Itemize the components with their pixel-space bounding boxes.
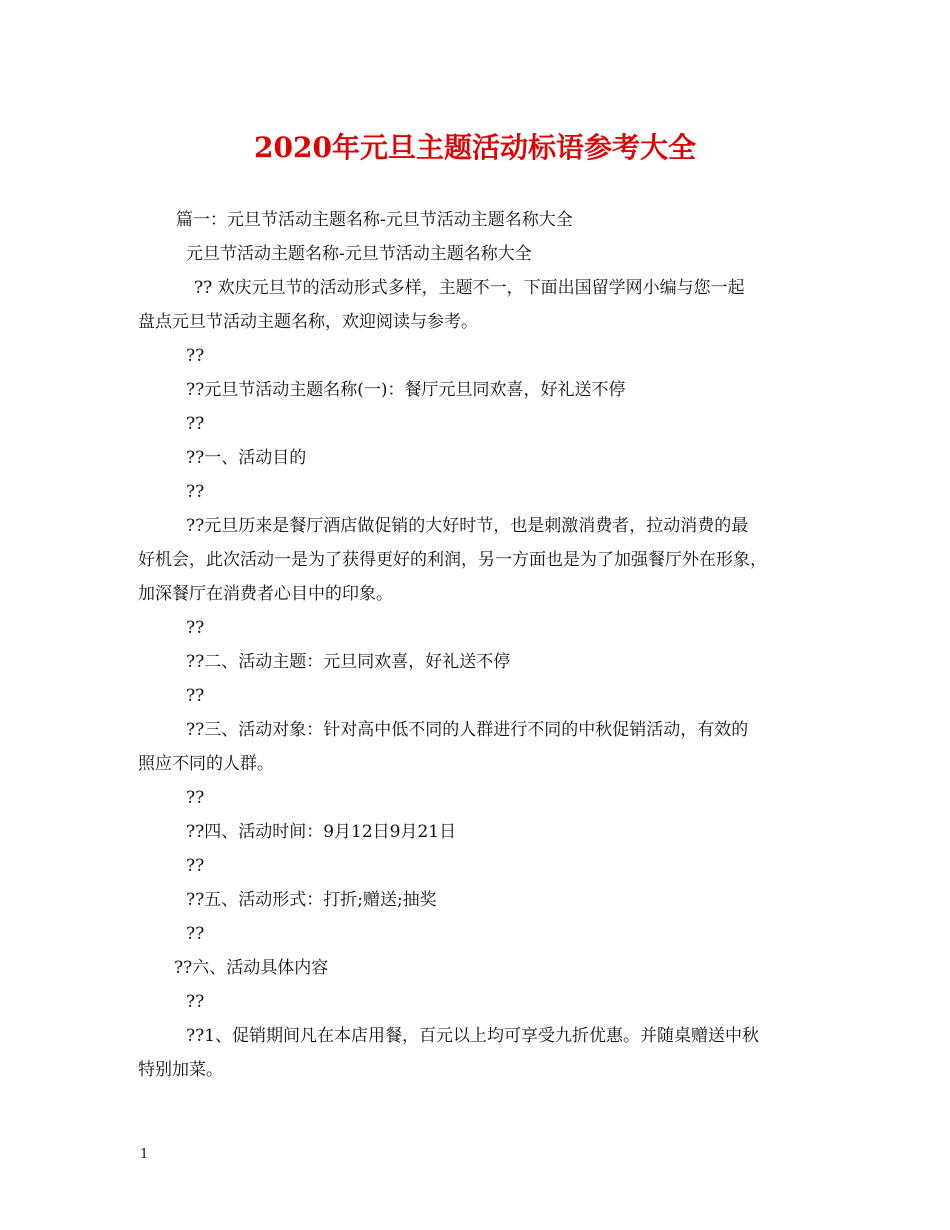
placeholder-line: ??	[186, 788, 205, 808]
placeholder-line: ??	[186, 924, 205, 944]
placeholder-line: ??	[186, 346, 205, 366]
paragraph-line: 特别加菜。	[138, 1060, 223, 1080]
placeholder-line: ??	[186, 618, 205, 638]
paragraph-line: ??二、活动主题：元旦同欢喜，好礼送不停	[186, 652, 511, 672]
paragraph-line: 照应不同的人群。	[138, 754, 274, 774]
page-number: 1	[140, 1147, 149, 1162]
placeholder-line: ??	[186, 686, 205, 706]
paragraph-line: 盘点元旦节活动主题名称，欢迎阅读与参考。	[138, 312, 478, 332]
placeholder-line: ??	[186, 414, 205, 434]
placeholder-line: ??	[186, 482, 205, 502]
document-title: 2020年元旦主题活动标语参考大全	[254, 131, 696, 164]
paragraph-line: 加深餐厅在消费者心目中的印象。	[138, 584, 393, 604]
paragraph-line: ??五、活动形式：打折;赠送;抽奖	[186, 890, 437, 910]
paragraph-line: ??元旦节活动主题名称(一)：餐厅元旦同欢喜，好礼送不停	[186, 380, 626, 400]
paragraph-line: ??六、活动具体内容	[174, 958, 329, 978]
paragraph-line: ??1、促销期间凡在本店用餐，百元以上均可享受九折优惠。并随桌赠送中秋	[186, 1026, 760, 1046]
placeholder-line: ??	[186, 992, 205, 1012]
paragraph-line: ??四、活动时间：9月12日9月21日	[186, 822, 457, 842]
paragraph-line: ??三、活动对象：针对高中低不同的人群进行不同的中秋促销活动，有效的	[186, 720, 749, 740]
paragraph-line: ??一、活动目的	[186, 448, 307, 468]
document-body	[138, 203, 818, 1087]
paragraph-line: ??元旦历来是餐厅酒店做促销的大好时节，也是刺激消费者，拉动消费的最	[186, 516, 749, 536]
paragraph-line: 好机会，此次活动一是为了获得更好的利润，另一方面也是为了加强餐厅外在形象，	[138, 550, 767, 570]
paragraph-line: ?? 欢庆元旦节的活动形式多样，主题不一，下面出国留学网小编与您一起	[194, 278, 745, 298]
subtitle-line: 元旦节活动主题名称-元旦节活动主题名称大全	[186, 244, 532, 264]
placeholder-line: ??	[186, 856, 205, 876]
section-heading: 篇一：元旦节活动主题名称-元旦节活动主题名称大全	[176, 210, 573, 230]
